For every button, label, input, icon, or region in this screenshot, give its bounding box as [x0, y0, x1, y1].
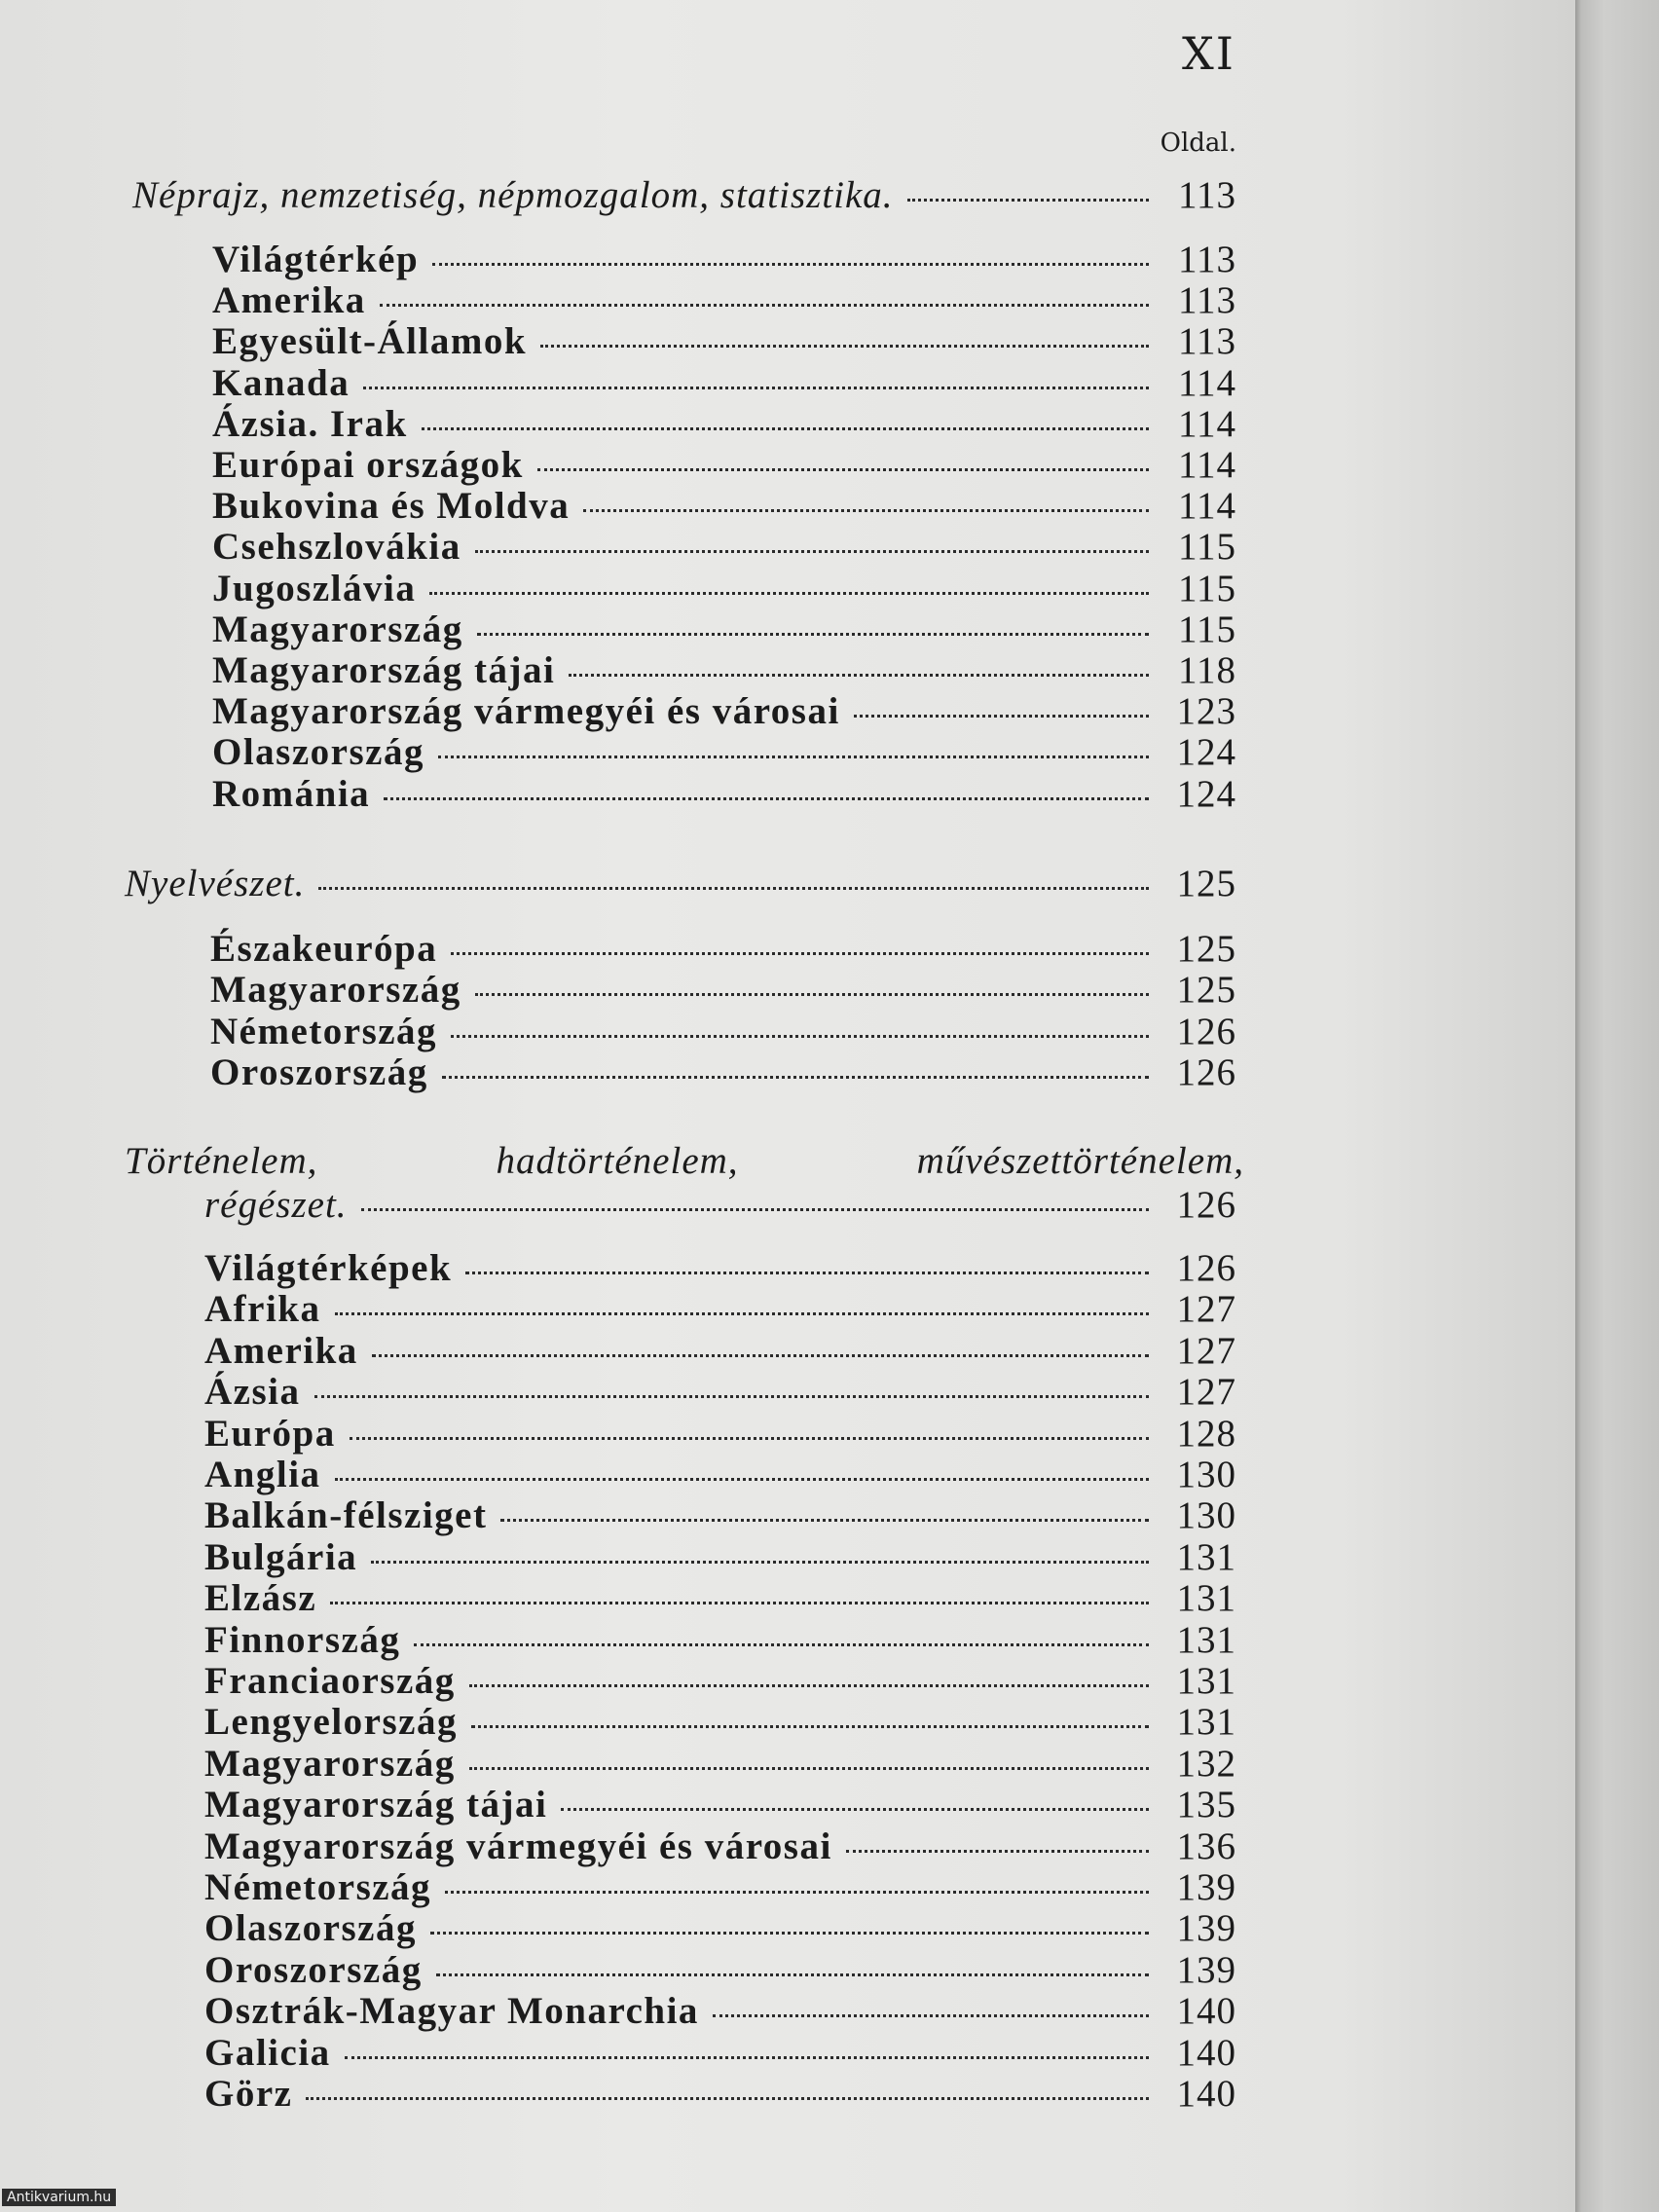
dot-leader [384, 797, 1149, 800]
section-page: 113 [1177, 174, 1236, 216]
toc-entry-label: Ázsia. Irak [212, 402, 408, 445]
dot-leader [363, 387, 1149, 389]
toc-entry-page: 124 [1176, 772, 1236, 815]
toc-entry [204, 1906, 1236, 1950]
toc-entry [212, 402, 1236, 446]
toc-entry-page: 113 [1177, 239, 1236, 280]
toc-entry-label: Magyarország tájai [212, 649, 556, 691]
dot-leader [451, 952, 1149, 955]
toc-entry [204, 1246, 1236, 1290]
toc-entry-label: Kanada [212, 361, 350, 404]
toc-entry [204, 1783, 1236, 1826]
dot-leader [422, 427, 1149, 430]
toc-entry-page: 135 [1176, 1784, 1236, 1826]
dot-leader [371, 1561, 1149, 1564]
toc-entry [204, 1700, 1236, 1744]
dot-leader [475, 993, 1149, 996]
dot-leader [445, 1891, 1149, 1894]
toc-entry-page: 115 [1177, 526, 1236, 569]
toc-entry-page: 127 [1176, 1329, 1236, 1372]
toc-entry-page: 131 [1176, 1577, 1236, 1620]
toc-entry-page: 125 [1176, 928, 1236, 970]
toc-entry [212, 772, 1236, 816]
toc-entry-page: 140 [1176, 2031, 1236, 2074]
toc-entry [212, 689, 1236, 733]
toc-entry-label: Osztrák-Magyar Monarchia [204, 1990, 699, 2033]
toc-entry-label: Magyarország vármegyéi és városai [212, 690, 840, 733]
toc-entry-page: 128 [1176, 1412, 1236, 1455]
page-edge-shadow [1575, 0, 1659, 2212]
toc-entry-label: Franciaország [204, 1660, 456, 1702]
dot-leader [471, 1725, 1149, 1728]
toc-entry [210, 968, 1236, 1012]
dot-leader [569, 674, 1149, 677]
toc-entry-page: 139 [1176, 1866, 1236, 1908]
toc-entry-page: 131 [1176, 1618, 1236, 1661]
toc-entry-label: Amerika [212, 279, 366, 322]
toc-entry-page: 114 [1177, 402, 1236, 445]
toc-entry [212, 238, 1236, 281]
dot-leader [475, 550, 1149, 553]
toc-entry-label: Világtérképek [204, 1247, 453, 1289]
section-heading-line-1 [125, 1139, 1244, 1183]
toc-entry [204, 2072, 1236, 2116]
dot-leader [477, 633, 1149, 636]
toc-entry-page: 131 [1176, 1660, 1236, 1702]
toc-entry [210, 1051, 1236, 1094]
section-page: 126 [1176, 1184, 1236, 1226]
section-title: Nyelvészet. [125, 863, 306, 904]
toc-entry-page: 114 [1177, 361, 1236, 404]
toc-entry [212, 278, 1236, 322]
section-heading [125, 862, 1236, 905]
toc-entry-label: Németország [204, 1866, 432, 1908]
dot-leader [846, 1850, 1149, 1853]
toc-entry-label: Lengyelország [204, 1701, 458, 1744]
dot-leader [429, 592, 1149, 595]
toc-entry [210, 927, 1236, 971]
dot-leader [465, 1272, 1149, 1274]
toc-entry [204, 1370, 1236, 1414]
dot-leader [314, 1395, 1150, 1398]
dot-leader [438, 756, 1149, 758]
toc-entry-page: 125 [1176, 969, 1236, 1012]
toc-entry-label: Németország [210, 1010, 438, 1052]
toc-entry [204, 1865, 1236, 1909]
toc-entry-label: Magyarország [210, 969, 461, 1012]
dot-leader [335, 1478, 1149, 1481]
toc-entry-label: Galicia [204, 2031, 331, 2074]
toc-entry-page: 114 [1177, 444, 1236, 486]
toc-entry-label: Magyarország [212, 608, 463, 650]
toc-entry [204, 1825, 1236, 1868]
dot-leader [436, 1973, 1149, 1976]
section-title-word: művészettörténelem, [916, 1140, 1244, 1182]
toc-entry-label: Csehszlovákia [212, 526, 461, 569]
toc-entry-page: 113 [1177, 279, 1236, 322]
toc-entry-label: Oroszország [204, 1948, 423, 1991]
toc-entry-label: Amerika [204, 1329, 358, 1372]
toc-entry [212, 525, 1236, 569]
toc-entry-page: 114 [1177, 485, 1236, 528]
dot-leader [540, 345, 1149, 348]
toc-entry [204, 1659, 1236, 1703]
dot-leader [469, 1767, 1149, 1770]
toc-entry-label: Egyesült-Államok [212, 320, 528, 363]
toc-entry-page: 113 [1177, 320, 1236, 363]
dot-leader [330, 1602, 1149, 1604]
toc-entry-label: Olaszország [204, 1907, 417, 1950]
toc-entry-label: Görz [204, 2073, 293, 2115]
toc-entry-page: 140 [1176, 2073, 1236, 2115]
toc-entry [204, 1535, 1236, 1579]
dot-leader [345, 2056, 1149, 2059]
toc-entry-label: Jugoszlávia [212, 567, 417, 609]
toc-entry-page: 126 [1176, 1010, 1236, 1052]
toc-entry-label: Anglia [204, 1454, 321, 1495]
dot-leader [713, 2014, 1149, 2017]
section-heading [132, 173, 1236, 217]
toc-entry [204, 1412, 1236, 1456]
toc-entry-label: Balkán-félsziget [204, 1494, 488, 1537]
toc-entry [204, 1576, 1236, 1620]
section-heading [204, 1183, 1236, 1227]
dot-leader [907, 199, 1149, 202]
dot-leader [854, 715, 1149, 718]
toc-entry-label: Elzász [204, 1577, 317, 1620]
toc-entry [210, 1010, 1236, 1053]
toc-entry-page: 130 [1176, 1494, 1236, 1537]
toc-entry-page: 115 [1177, 608, 1236, 650]
toc-entry [212, 648, 1236, 692]
toc-entry-page: 126 [1176, 1051, 1236, 1093]
dot-leader [451, 1035, 1149, 1038]
toc-entry-page: 139 [1176, 1948, 1236, 1991]
toc-entry-label: Európai országok [212, 444, 524, 486]
toc-entry [204, 1948, 1236, 1992]
toc-entry-page: 132 [1176, 1742, 1236, 1785]
toc-entry [204, 1493, 1236, 1537]
dot-leader [432, 263, 1149, 266]
toc-entry [212, 608, 1236, 651]
toc-entry [212, 730, 1236, 774]
toc-entry-page: 124 [1176, 731, 1236, 774]
dot-leader [361, 1208, 1149, 1211]
toc-entry-page: 127 [1176, 1288, 1236, 1331]
toc-entry [204, 2031, 1236, 2075]
section-title: Néprajz, nemzetiség, népmozgalom, statisztika. [132, 174, 894, 216]
toc-entry-page: 115 [1177, 567, 1236, 609]
toc-entry [204, 1618, 1236, 1662]
dot-leader [469, 1684, 1149, 1687]
toc-entry-page: 140 [1176, 1990, 1236, 2033]
toc-entry-label: Északeurópa [210, 928, 438, 970]
toc-entry-label: Magyarország [204, 1742, 456, 1785]
section-title-word: hadtörténelem, [496, 1140, 739, 1182]
dot-leader [537, 468, 1149, 471]
toc-entry-page: 136 [1176, 1825, 1236, 1867]
toc-entry [204, 1989, 1236, 2033]
toc-entry-page: 127 [1176, 1371, 1236, 1414]
toc-entry-label: Bulgária [204, 1535, 358, 1578]
toc-entry-label: Magyarország tájai [204, 1784, 548, 1826]
dot-leader [583, 509, 1149, 512]
dot-leader [561, 1808, 1149, 1811]
dot-leader [500, 1519, 1149, 1522]
toc-entry [204, 1742, 1236, 1786]
page-number: XI [1182, 27, 1235, 80]
section-title-word: Történelem, [125, 1140, 318, 1182]
toc-entry-label: Oroszország [210, 1051, 428, 1093]
toc-entry [204, 1287, 1236, 1331]
toc-entry-label: Bukovina és Moldva [212, 485, 571, 528]
toc-entry-label: Románia [212, 772, 371, 815]
dot-leader [442, 1076, 1149, 1079]
toc-entry [212, 319, 1236, 363]
toc-entry-label: Afrika [204, 1288, 321, 1331]
toc-entry-label: Európa [204, 1412, 336, 1455]
toc-entry-label: Finnország [204, 1618, 401, 1661]
watermark: Antikvarium.hu [2, 2189, 116, 2206]
toc-entry-page: 126 [1176, 1247, 1236, 1289]
toc-entry-label: Olaszország [212, 731, 424, 774]
toc-entry-page: 131 [1176, 1701, 1236, 1744]
toc-entry-label: Világtérkép [212, 239, 420, 280]
section-title-continued: régészet. [204, 1184, 348, 1226]
dot-leader [430, 1932, 1149, 1935]
toc-entry-page: 139 [1176, 1907, 1236, 1950]
toc-entry-page: 131 [1176, 1535, 1236, 1578]
section-page: 125 [1176, 863, 1236, 904]
toc-entry-label: Magyarország vármegyéi és városai [204, 1825, 832, 1867]
toc-entry [212, 443, 1236, 487]
toc-entry [212, 567, 1236, 610]
dot-leader [414, 1643, 1149, 1646]
toc-entry [212, 484, 1236, 528]
dot-leader [306, 2097, 1149, 2100]
toc-entry [204, 1329, 1236, 1373]
dot-leader [372, 1354, 1149, 1357]
dot-leader [318, 887, 1149, 890]
toc-entry [204, 1453, 1236, 1496]
toc-entry-page: 118 [1177, 649, 1236, 691]
dot-leader [350, 1437, 1149, 1440]
toc-entry-page: 130 [1176, 1454, 1236, 1495]
page-column-label: Oldal. [1160, 129, 1236, 158]
toc-entry-page: 123 [1176, 690, 1236, 733]
dot-leader [380, 304, 1149, 307]
toc-entry [212, 361, 1236, 405]
toc-entry-label: Ázsia [204, 1371, 301, 1414]
dot-leader [335, 1312, 1150, 1315]
